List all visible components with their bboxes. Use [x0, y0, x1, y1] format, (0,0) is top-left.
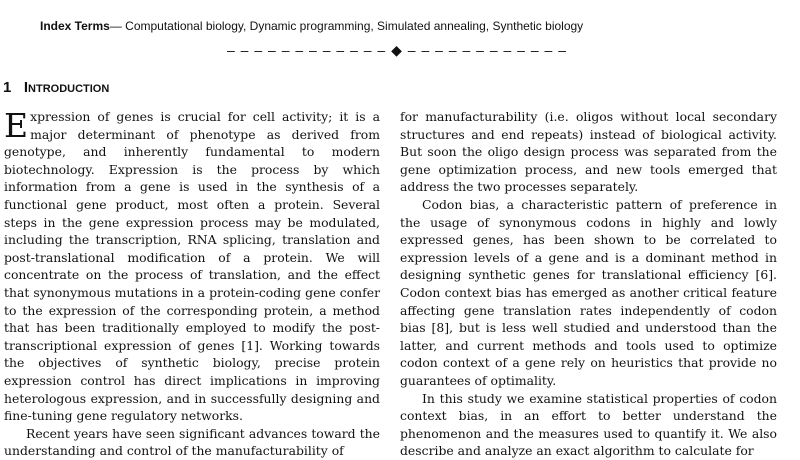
intro-paragraph-2: Recent years have seen significant advances toward the understanding and control of the manufacturability of — [4, 425, 380, 459]
section-title: Introduction — [23, 79, 110, 96]
drop-cap: E — [4, 106, 29, 145]
section-number: 1 — [3, 79, 12, 96]
index-terms-label: Index Terms — [40, 19, 110, 33]
intro-paragraph-1 — [4, 108, 380, 425]
index-terms — [40, 19, 583, 33]
section-divider: – – – – – – – – – – – – ◆ – – – – – – – – – – – – — [227, 42, 567, 58]
right-column — [400, 108, 777, 460]
left-column — [4, 108, 380, 460]
index-terms-text: — Computational biology, Dynamic programming, Simulated annealing, Synthetic biology — [109, 19, 584, 33]
right-paragraph-1: for manufacturability (i.e. oligos without local secondary structures and end repeats) instead of biological activity. But soon the oligo design process was separated from the gene optimization process, and new tools emerged that address the two processes separately. — [400, 109, 777, 195]
section-heading — [3, 79, 109, 96]
intro-paragraph-1-text: xpression of genes is crucial for cell activity; it is a major determinant of phenotype as derived from genotype, and inherently fundamental to modern biotechnology. Expression is the process by which information from a gene is used in the synthesis of a functional gene product, most often a protein. Several steps in the gene expression process may be modulated, including the transcription, RNA splicing, translation and post-translational modification of a protein. We will concentrate on the process of translation, and the effect that synonymous mutations in a protein-coding gene confer to the expression of the corresponding protein, a method that has been traditionally employed to modify the post-transcriptional expression of genes [1]. Working towards the objectives of synthetic biology, precise protein expression control has direct implications in improving heterologous expression, and in successfully designing and fine-tuning gene regulatory networks. — [4, 109, 380, 424]
right-paragraph-3: In this study we examine statistical properties of codon context bias, in an effort to better understand the phenomenon and the measures used to quantify it. We also describe and analyze an exact algorithm to calculate for — [400, 390, 777, 459]
right-paragraph-2: Codon bias, a characteristic pattern of preference in the usage of synonymous codons in highly and lowly expressed genes, has been shown to be correlated to expression levels of a gene and is a dominant method in designing synthetic genes for translational efficiency [6]. Codon context bias has emerged as another critical feature affecting gene translation rates independently of codon bias [8], but is less well studied and understood than the latter, and current methods and tools used to optimize codon context of a gene rely on heuristics that provide no guarantees of optimality. — [400, 196, 777, 388]
